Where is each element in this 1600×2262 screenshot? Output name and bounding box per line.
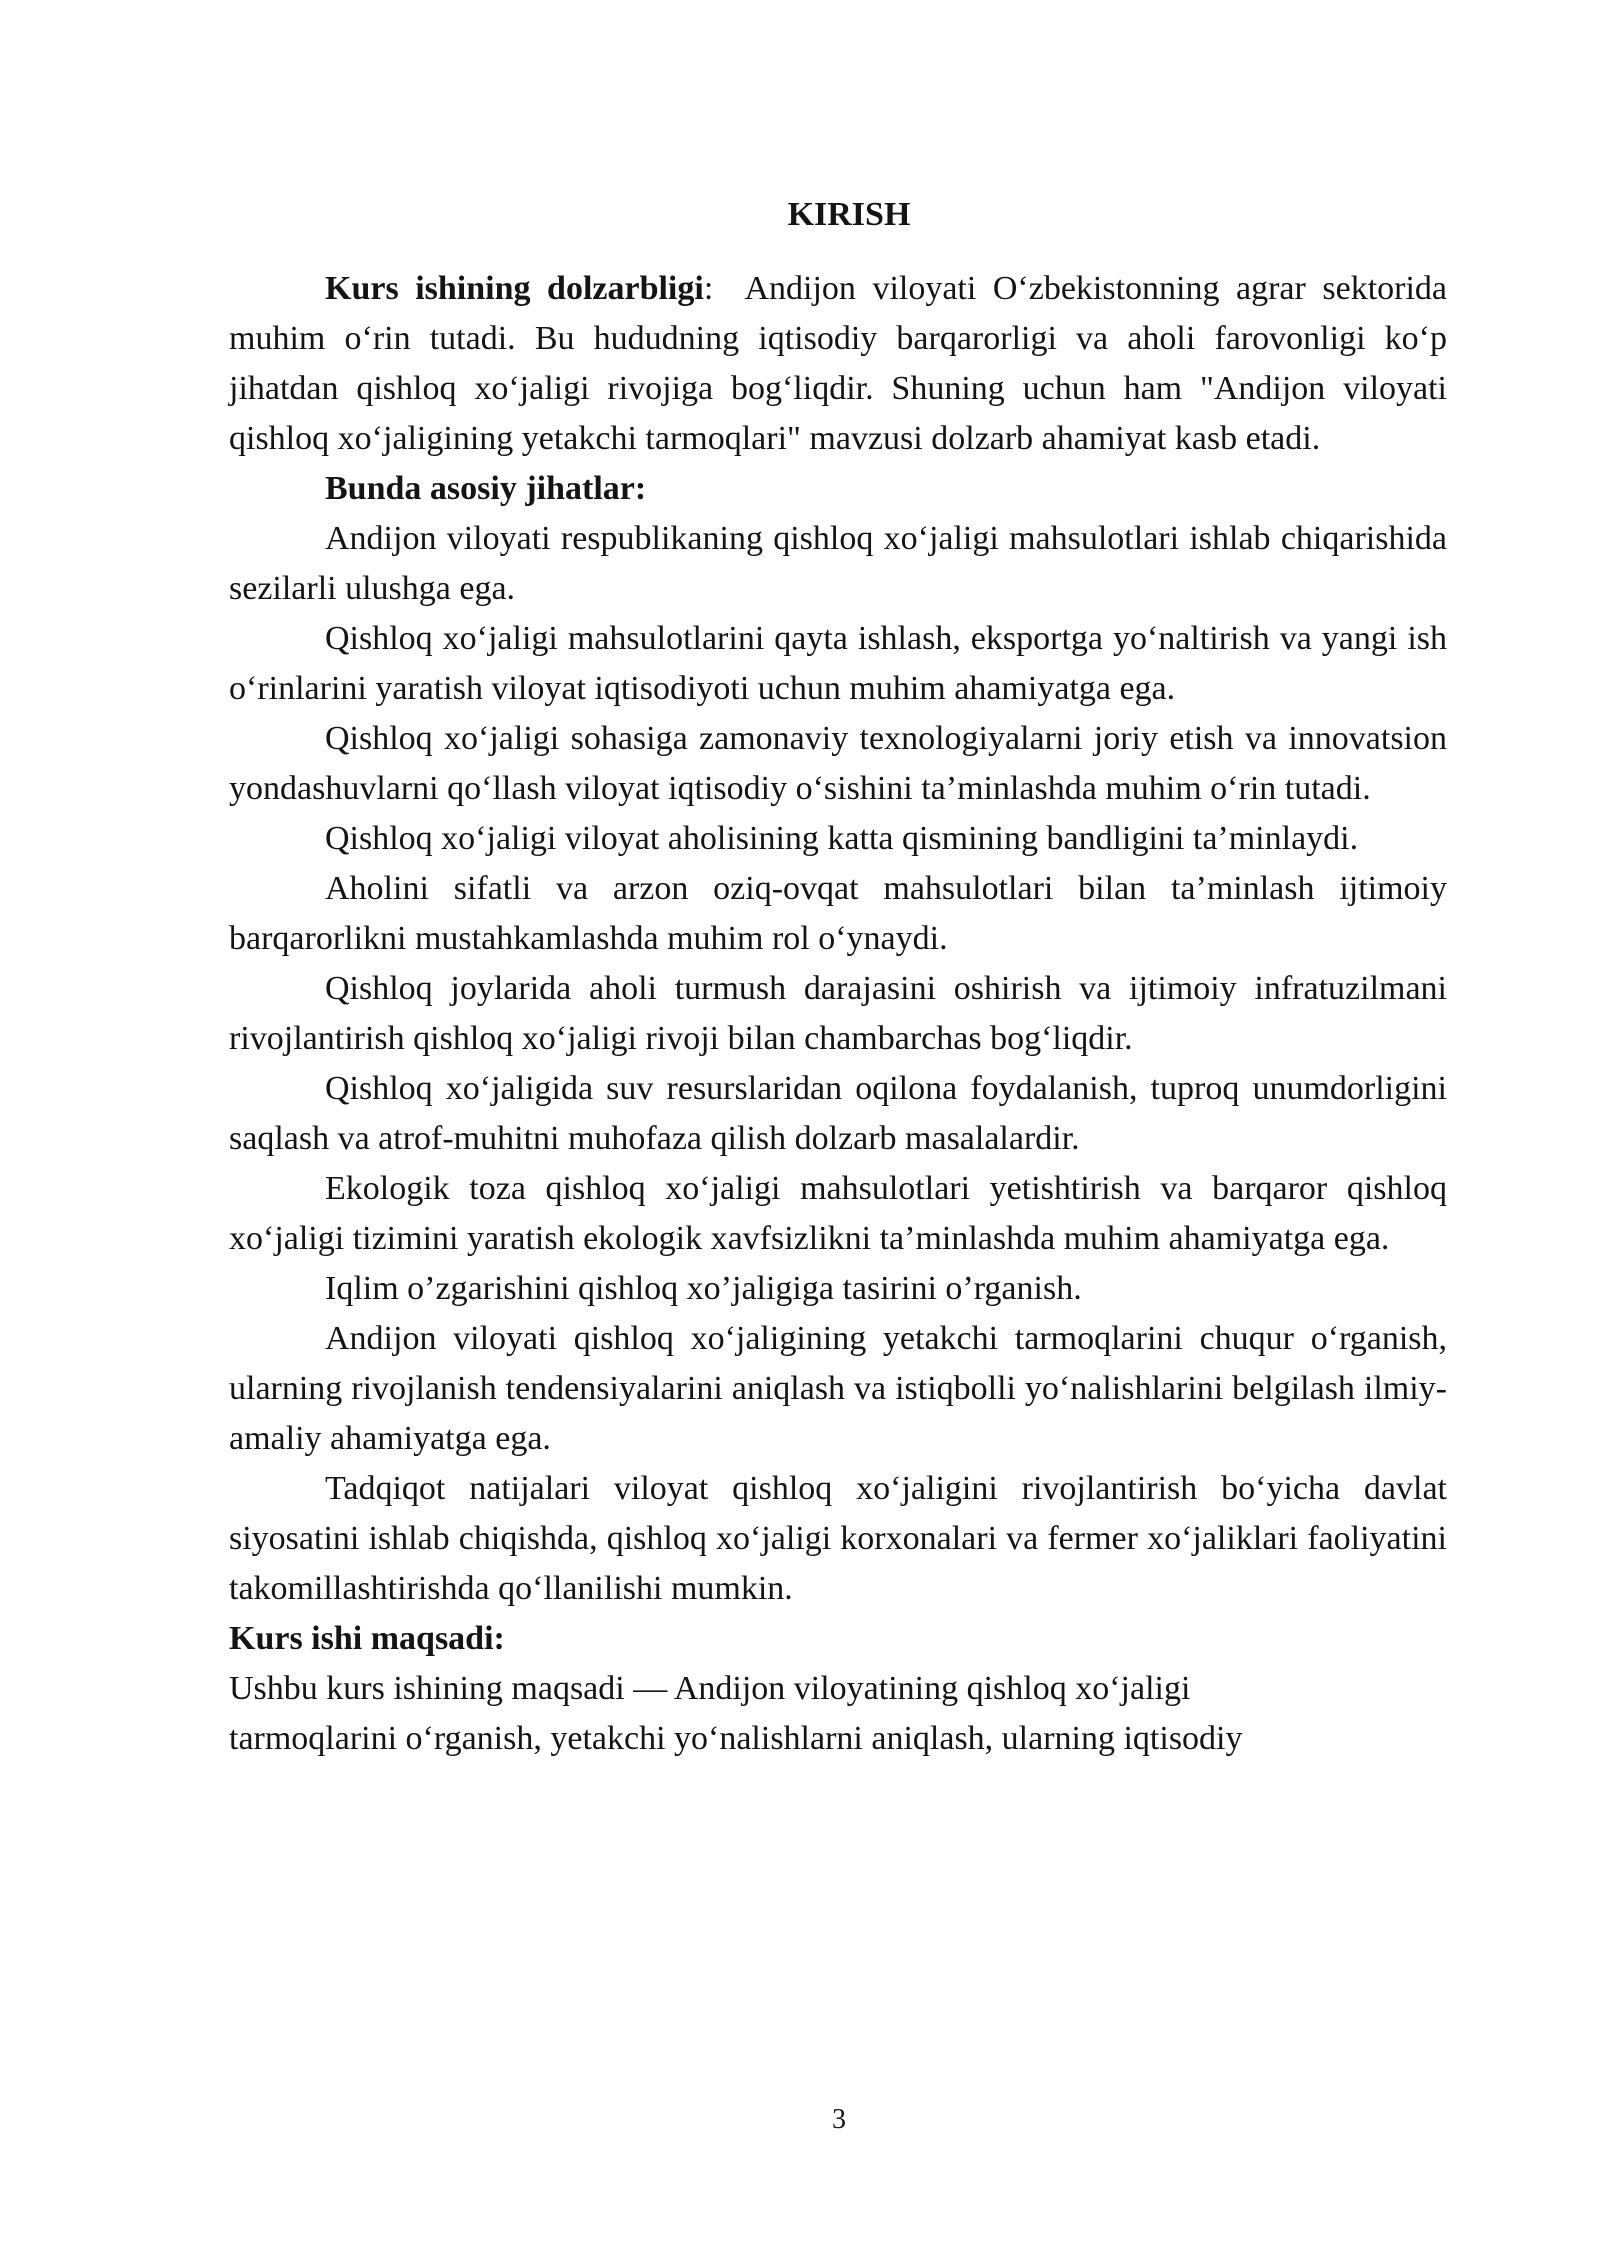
- goal-heading: Kurs ishi maqsadi:: [229, 1620, 505, 1657]
- aspect-paragraph: Iqlim o’zgarishini qishloq xo’jaligiga tasirini o’rganish.: [325, 1270, 1082, 1307]
- page-number-text: 3: [832, 2104, 846, 2135]
- aspects-heading: Bunda asosiy jihatlar:: [325, 470, 647, 507]
- aspect-paragraph: Qishloq joylarida aholi turmush darajasini oshirish va ijtimoiy infratuzilmani rivojlantirish qishloq xo‘jaligi rivoji bilan chambarchas bog‘liqdir.: [229, 970, 1447, 1057]
- page-number: [0, 2102, 1600, 2138]
- aspect-paragraph: Tadqiqot natijalari viloyat qishloq xo‘jaligini rivojlantirish bo‘yicha davlat siyosatini ishlab chiqishda, qishloq xo‘jaligi korxonalari va fermer xo‘jaliklari faoliyatini takomillashtirishda qo‘llanilishi mumkin.: [229, 1470, 1447, 1607]
- intro-colon: :: [703, 270, 714, 307]
- intro-paragraph: [229, 264, 1456, 464]
- document-page: [229, 190, 1456, 1764]
- aspect-paragraph: Andijon viloyati qishloq xo‘jaligining yetakchi tarmoqlarini chuqur o‘rganish, ularning rivojlanish tendensiyalarini aniqlash va istiqbolli yo‘nalishlarini belgilash ilmiy-amaliy ahamiyatga ega.: [229, 1320, 1447, 1457]
- aspect-paragraph: Aholini sifatli va arzon oziq-ovqat mahsulotlari bilan ta’minlash ijtimoiy barqarorlikni mustahkamlashda muhim rol o‘ynaydi.: [229, 870, 1447, 957]
- aspect-paragraph: Qishloq xo‘jaligi sohasiga zamonaviy texnologiyalarni joriy etish va innovatsion yondashuvlarni qo‘llash viloyat iqtisodiy o‘sishini ta’minlashda muhim o‘rin tutadi.: [229, 720, 1447, 807]
- intro-text: Andijon viloyati O‘zbekistonning agrar sektorida muhim o‘rin tutadi. Bu hududning iqtisodiy barqarorligi va aholi farovonligi ko‘p jihatdan qishloq xo‘jaligi rivojiga bog‘liqdir. Shuning uchun ham "Andijon viloyati qishloq xo‘jaligining yetakchi tarmoqlari" mavzusi dolzarb ahamiyat kasb etadi.: [229, 270, 1456, 457]
- aspect-paragraph: Qishloq xo‘jaligida suv resurslaridan oqilona foydalanish, tuproq unumdorligini saqlash va atrof-muhitni muhofaza qilish dolzarb masalalardir.: [229, 1070, 1447, 1157]
- intro-lead: Kurs ishining dolzarbligi: [325, 270, 704, 307]
- goal-line: Ushbu kurs ishining maqsadi — Andijon viloyatining qishloq xo‘jaligi: [229, 1670, 1191, 1707]
- aspect-paragraph: Qishloq xo‘jaligi viloyat aholisining katta qismining bandligini ta’minlaydi.: [325, 820, 1359, 857]
- goal-line: tarmoqlarini o‘rganish, yetakchi yo‘nalishlarni aniqlash, ularning iqtisodiy: [229, 1720, 1243, 1757]
- aspect-paragraph: Ekologik toza qishloq xo‘jaligi mahsulotlari yetishtirish va barqaror qishloq xo‘jaligi tizimini yaratish ekologik xavfsizlikni ta’minlashda muhim ahamiyatga ega.: [229, 1170, 1447, 1257]
- page-title: KIRISH: [787, 196, 911, 233]
- aspect-paragraph: Andijon viloyati respublikaning qishloq xo‘jaligi mahsulotlari ishlab chiqarishida sezilarli ulushga ega.: [229, 520, 1447, 607]
- aspect-paragraph: Qishloq xo‘jaligi mahsulotlarini qayta ishlash, eksportga yo‘naltirish va yangi ish o‘rinlarini yaratish viloyat iqtisodiyoti uchun muhim ahamiyatga ega.: [229, 620, 1447, 707]
